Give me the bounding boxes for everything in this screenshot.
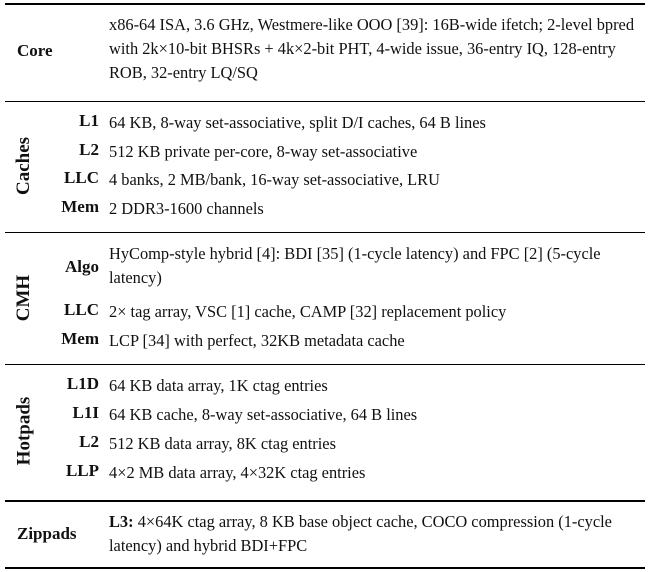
row-description: 64 KB cache, 8-way set-associative, 64 B lines bbox=[109, 405, 418, 424]
table-top-rule bbox=[5, 3, 645, 5]
zippads-level-prefix: L3: bbox=[109, 512, 134, 531]
row-label: L1 bbox=[79, 111, 99, 130]
core-description: x86-64 ISA, 3.6 GHz, Westmere-like OOO [39]: 16B-wide ifetch; 2-level bpred with 2k×10-bit BHSRs + 4k×2-bit PHT, 4-wide issue, 36-entry IQ, 128-entry ROB, 32-entry LQ/SQ bbox=[109, 15, 635, 82]
core-bottom-rule bbox=[5, 101, 645, 102]
zippads-section bbox=[5, 504, 645, 568]
row-description: LCP [34] with perfect, 32KB metadata cache bbox=[109, 331, 405, 350]
row-description: 4×2 MB data array, 4×32K ctag entries bbox=[109, 463, 366, 482]
hotpads-bottom-rule bbox=[5, 500, 645, 502]
cmh-section bbox=[5, 234, 645, 362]
row-description: HyComp-style hybrid [4]: BDI [35] (1-cycle latency) and FPC [2] (5-cycle latency) bbox=[109, 244, 601, 287]
zippads-label: Zippads bbox=[17, 524, 77, 543]
caches-bottom-rule bbox=[5, 232, 645, 233]
row-label: Algo bbox=[65, 257, 99, 276]
core-label: Core bbox=[17, 41, 53, 60]
row-description: 2× tag array, VSC [1] cache, CAMP [32] replacement policy bbox=[109, 302, 507, 321]
row-label: L2 bbox=[79, 140, 99, 159]
cmh-group-label: CMH bbox=[13, 274, 34, 322]
zippads-description bbox=[109, 510, 643, 558]
cmh-bottom-rule bbox=[5, 364, 645, 365]
row-label: Mem bbox=[61, 197, 99, 216]
row-description: 4 banks, 2 MB/bank, 16-way set-associative, LRU bbox=[109, 170, 440, 189]
caches-group-label: Caches bbox=[13, 136, 34, 196]
row-description: 512 KB data array, 8K ctag entries bbox=[109, 434, 336, 453]
row-label: Mem bbox=[61, 329, 99, 348]
row-label: L1D bbox=[66, 374, 99, 393]
caches-section bbox=[5, 103, 645, 229]
row-description: 64 KB, 8-way set-associative, split D/I caches, 64 B lines bbox=[109, 113, 486, 132]
row-label: L1I bbox=[72, 403, 99, 422]
row-description: 512 KB private per-core, 8-way set-associative bbox=[109, 142, 418, 161]
row-label: LLC bbox=[64, 300, 99, 319]
zippads-description-text: 4×64K ctag array, 8 KB base object cache, COCO compression (1-cycle latency) and hybrid BDI+FPC bbox=[109, 512, 612, 555]
row-label: L2 bbox=[79, 432, 99, 451]
table-bottom-rule bbox=[5, 567, 645, 569]
row-description: 2 DDR3-1600 channels bbox=[109, 199, 264, 218]
row-label: LLP bbox=[65, 461, 99, 480]
hotpads-group-label: Hotpads bbox=[13, 396, 35, 466]
hotpads-section bbox=[5, 366, 645, 496]
core-section bbox=[5, 9, 645, 97]
row-description: 64 KB data array, 1K ctag entries bbox=[109, 376, 328, 395]
row-label: LLC bbox=[64, 168, 99, 187]
